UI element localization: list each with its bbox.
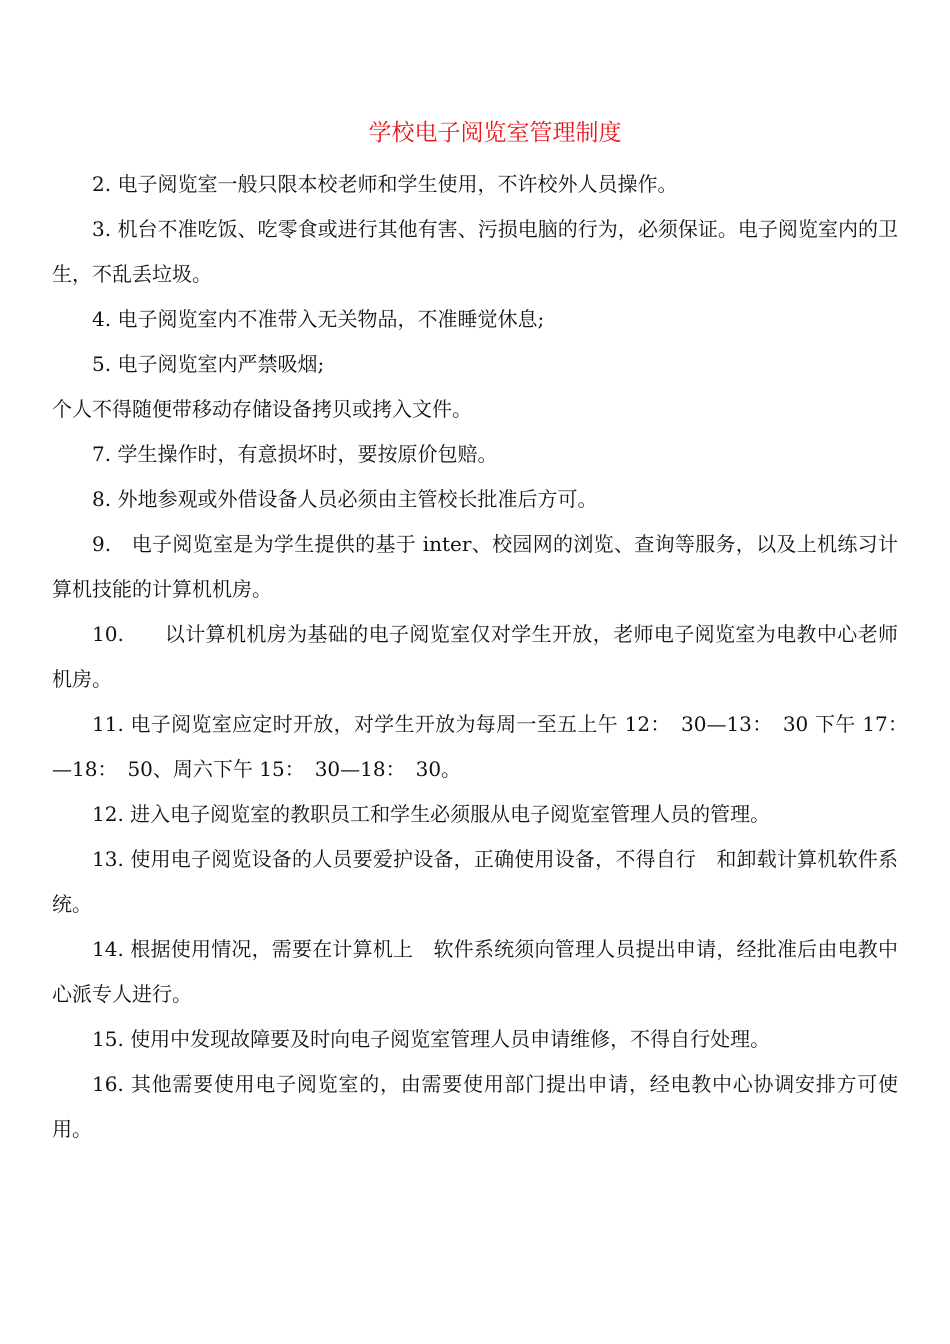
- rule-paragraph-14: 14. 根据使用情况，需要在计算机上 软件系统须向管理人员提出申请，经批准后由电教中心派专人进行。: [52, 937, 898, 1006]
- rule-paragraph-4: 4. 电子阅览室内不准带入无关物品，不准睡觉休息;: [92, 307, 545, 331]
- document-title: 学校电子阅览室管理制度: [368, 120, 622, 146]
- rule-paragraph-10: 10. 以计算机机房为基础的电子阅览室仅对学生开放，老师电子阅览室为电教中心老师机房。: [52, 622, 898, 691]
- rule-paragraph-9: 9. 电子阅览室是为学生提供的基于 inter、校园网的浏览、查询等服务，以及上机练习计算机技能的计算机机房。: [52, 532, 898, 601]
- rule-paragraph-16: 16. 其他需要使用电子阅览室的，由需要使用部门提出申请，经电教中心协调安排方可使用。: [52, 1072, 898, 1141]
- rule-paragraph-3: 3. 机台不准吃饭、吃零食或进行其他有害、污损电脑的行为，必须保证。电子阅览室内的卫生，不乱丢垃圾。: [52, 217, 898, 286]
- rule-paragraph-11: 11. 电子阅览室应定时开放，对学生开放为每周一至五上午 12： 30—13： 30 下午 17： —18： 50、周六下午 15： 30—18： 30。: [52, 712, 918, 781]
- rule-paragraph-8: 8. 外地参观或外借设备人员必须由主管校长批准后方可。: [92, 487, 598, 511]
- rule-paragraph-5: 5. 电子阅览室内严禁吸烟;: [92, 352, 325, 376]
- document-body: [52, 162, 918, 1152]
- rule-paragraph-15: 15. 使用中发现故障要及时向电子阅览室管理人员申请维修，不得自行处理。: [92, 1027, 771, 1051]
- rule-paragraph-6: 个人不得随便带移动存储设备拷贝或拷入文件。: [52, 397, 472, 421]
- rule-paragraph-7: 7. 学生操作时，有意损坏时，要按原价包赔。: [92, 442, 498, 466]
- rule-paragraph-13: 13. 使用电子阅览设备的人员要爱护设备，正确使用设备，不得自行 和卸载计算机软件系统。: [52, 847, 898, 916]
- rule-paragraph-2: 2. 电子阅览室一般只限本校老师和学生使用，不许校外人员操作。: [92, 172, 678, 196]
- rule-paragraph-12: 12. 进入电子阅览室的教职员工和学生必须服从电子阅览室管理人员的管理。: [92, 802, 771, 826]
